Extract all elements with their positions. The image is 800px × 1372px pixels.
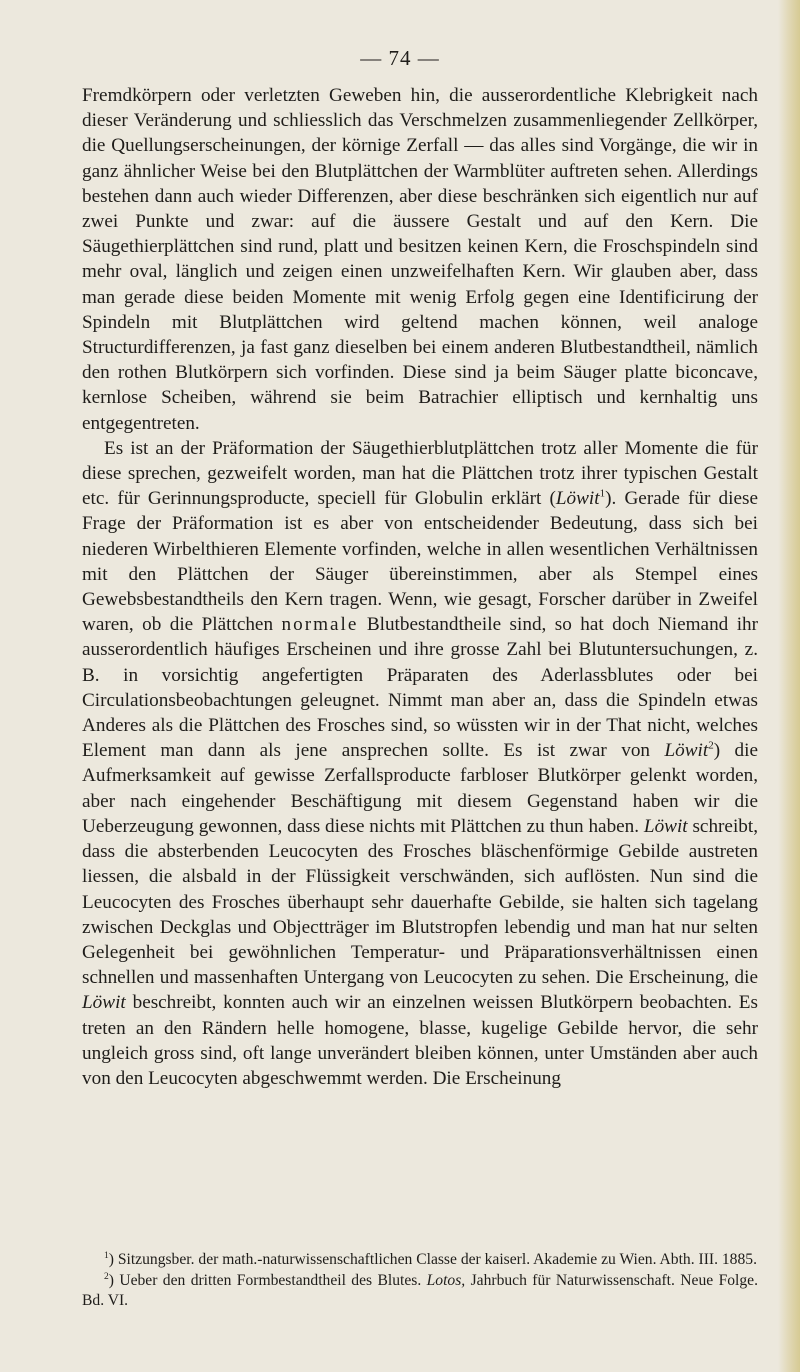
footnote-marker: 1 (104, 1250, 109, 1261)
page-edge-shading (778, 0, 800, 1372)
footnote-journal-title: Lotos, (426, 1271, 466, 1289)
citation-lowit: Löwit (82, 992, 126, 1014)
paragraph-2-text-c: Blutbestandtheile sind, so hat doch Niemand ihr ausserordentlich häufiges Erscheinen und ihre grosse Zahl bei Blutuntersuchungen, z. B. in vorsichtig angefertigten Präparaten des Aderlassblutes oder bei Circulationsbeobachtungen geleugnet. Nimmt man aber an, dass die Spindeln etwas Anderes als die Plättchen des Frosches sind, so wüssten wir in der That nicht, welches Element man dann als jene ansprechen sollte. Es ist zwar von (82, 614, 759, 762)
footnote-2 (82, 1271, 758, 1312)
citation-lowit: Löwit (643, 815, 688, 837)
footnote-text: Jahrbuch für Naturwissenschaft. Neue Folge. Bd. VI. (82, 1271, 758, 1310)
paragraph-2-text-a: Es ist an der Präformation der Säugethierblutplättchen trotz aller Momente die für diese sprechen, gezweifelt worden, man hat die Plättchen trotz ihrer typischen Gestalt etc. für Gerinnungsproducte, speciell für Globulin erklärt ( (82, 437, 758, 510)
page-number: — 74 — (360, 46, 440, 70)
paragraph-1: Fremdkörpern oder verletzten Geweben hin, die ausserordentliche Klebrigkeit nach dieser Veränderung und schliesslich das Verschmelzen zusammenliegender Zellkörper, die Quellungserscheinungen, der körnige Zerfall — das alles sind Vorgänge, die wir in ganz ähnlicher Weise bei den Blutplättchen der Warmblüter auftreten sehen. Allerdings bestehen dann auch wieder Differenzen, aber diese beschränken sich eigentlich nur auf zwei Punkte und zwar: auf die äussere Gestalt und auf den Kern. Die Säugethierplättchen sind rund, platt und besitzen keinen Kern, die Froschspindeln sind mehr oval, länglich und zeigen einen unzweifelhaften Kern. Wir glauben aber, dass man gerade diese beiden Momente mit wenig Erfolg gegen eine Identificirung der Spindeln mit Blutplättchen wird geltend machen können, weil analoge Structurdifferenzen, ja fast ganz dieselben bei einem anderen Blutbestandtheil, nämlich den rothen Blutkörpern sich vorfinden. Diese sind ja beim Säuger platte biconcave, kernlose Scheiben, während sie beim Batrachier elliptisch und kernhaltig uns entgegentreten. (82, 85, 758, 434)
footnote-text: ) Ueber den dritten Formbestandtheil des Blutes. (108, 1271, 422, 1289)
paragraph-2 (82, 436, 758, 1091)
footnote-1 (82, 1250, 758, 1271)
footnote-marker: 2 (104, 1271, 109, 1282)
main-text (82, 83, 758, 1091)
paragraph-2-text-f: beschreibt, konnten auch wir an einzelnen weissen Blutkörpern beobachten. Es treten an den Rändern helle homogene, blasse, kugelige Gebilde hervor, die sehr ungleich gross sind, oft lange unverändert bleiben können, unter Umständen aber auch von den Leucocyten abgeschwemmt werden. Die Erscheinung (82, 992, 758, 1089)
paragraph-2-text-e: schreibt, dass die absterbenden Leucocyten des Frosches bläschenförmige Gebilde austreten liessen, die alsbald in der Flüssigkeit verschwänden, sich auflösten. Nun sind die Leucocyten des Frosches überhaupt sehr dauerhafte Gebilde, sie halten sich tagelang zwischen Deckglas und Objectträger im Blutstropfen lebendig und man hat nur selten Gelegenheit bei gewöhnlichen Temperatur- und Präparationsverhältnissen einen schnellen und massenhaften Untergang von Leucocyten zu sehen. Die Erscheinung, die (82, 815, 759, 989)
footnotes (82, 1250, 758, 1312)
paragraph-2-text-d: ) die Aufmerksamkeit auf gewisse Zerfallsproducte farbloser Blutkörper gelenkt worden, aber nach eingehender Beschäftigung mit diesem Gegenstand haben wir die Ueberzeugung gewonnen, dass diese nichts mit Plättchen zu thun haben. (82, 740, 758, 837)
footnote-text: ) Sitzungsber. der math.-naturwissenschaftlichen Classe der kaiserl. Akademie zu Wien. Abth. III. 1885. (108, 1251, 757, 1268)
footnote-ref-1: 1 (599, 487, 606, 500)
emphasis-normale: normale (281, 614, 359, 636)
citation-lowit: Löwit (664, 740, 709, 762)
footnote-ref-2: 2 (708, 739, 714, 752)
paragraph-2-text-b: ). Gerade für diese Frage der Präformation ist es aber von entscheidender Bedeutung, dass sich bei niederen Wirbelthieren Elemente vorfinden, welche in allen wesentlichen Verhältnissen mit den Plättchen der Säuger übereinstimmen, aber als Stempel eines Gewebsbestandtheils den Kern tragen. Wenn, wie gesagt, Forscher darüber in Zweifel waren, ob die Plättchen (82, 488, 758, 636)
citation-lowit: Löwit (555, 488, 600, 510)
